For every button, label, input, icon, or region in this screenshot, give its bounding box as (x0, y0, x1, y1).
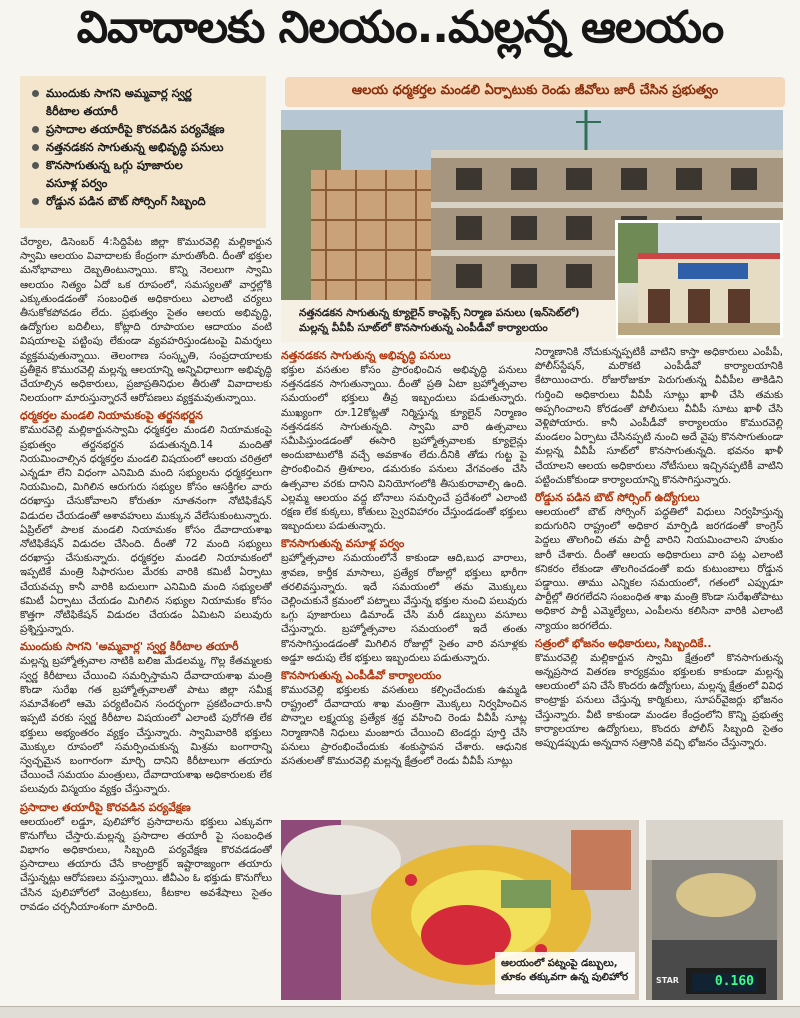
inset-mpdo-office-photo (615, 220, 783, 338)
paragraph: కొమురవెల్లి మల్లికార్జునస్వామి ధర్మకర్తల మండలి నియామకంపై ప్రభుత్వం తర్జనభర్జన పడుతున్నది.14 మందితో నియమించాల్సిన ధర్మకర్తల మండలి విషయంలో ఆలయ చరిత్రలో ఎన్నడూ లేని విధంగా ఎనిమిది మంది సభ్యులను ధర్మకర్తలుగా నియమించి, మిగిలిన ఆరుగురు సభ్యుల కోసం ఆసక్తిగల వారు దరఖాస్తు చేసుకోవాలని కోరుతూ నూతనంగా నోటిఫికేషన్ విడుదల చేయడంతో ఆశావహులు ముక్కున వేలేసుకుంటున్నారు. ఏప్రిల్‌లో పాలక మండలి నియామకం కోసం దేవాదాయశాఖ నోటిఫికేషన్ విడుదల చేసింది. దీంతో 72 మంది సభ్యులు దరఖాస్తు చేసుకున్నారు. ధర్మకర్తల మండలి నియామకంలో ఇప్పటికే మంత్రి సిఫారసుల మేరకు వారికి కమిటీ ఏర్పాటు చేయవచ్చు కానీ వారికి బదులుగా ఎనిమిది మంది సభ్యులతో కమిటీ ఏర్పాటు చేయడం మిగిలిన సభ్యుల నియామకం కోసం కొత్తగా నోటిఫికేషన్ విడుదల చేయడం ఏమిటని పలువురు ప్రశ్నిస్తున్నారు. (20, 425, 272, 636)
paragraph: మల్లన్న బ్రహ్మోత్సవాల నాటికి బలిజ మేడలమ్మ, గొల్ల కేతమ్మలకు స్వర్ణ కిరీటాలు చేయించి సమర్పిస్తామని దేవాదాయశాఖ మంత్రి కొండా సురేఖ గత బ్రహ్మోత్సవాలతో పాటు జిల్లా సమీక్ష సమావేశంలో ఆమె పర్యటించిన సందర్భంగా ప్రకటించారు.కానీ ఇప్పటి వరకు స్వర్ణ కిరీటాల విషయంలో ఎలాంటి పురోగతి లేక భక్తులు అభ్యంతరం వ్యక్తం చేస్తున్నారు. స్వామివారికి భక్తులు మొక్కుల రూపంలో సమర్పించుకున్న మిశ్రమ బంగారాన్ని స్వచ్ఛమైన బంగారంగా మార్చి దానిని కిరీటాలుగా తయారు చేయించే సమయం మంత్రులు, దేవాదాయశాఖ అధికారులకు లేక పలువురు విస్మయం వ్యక్తం చేస్తున్నారు. (20, 656, 272, 796)
paragraph: ఆలయంలో లడ్డూ, పులిహోర ప్రసాదాలను భక్తులు ఎక్కువగా కొనుగోలు చేస్తారు.మల్లన్న ప్రసాదాల తయారీ పై సంబంధిత విభాగం అధికారులు, సిబ్బంది పర్యవేక్షణ కొరవడడంతో ప్రసాదాలు తయారు చేసే కాంట్రాక్టర్ ఇష్టారాజ్యంగా తయారు చేస్తున్నట్లు ఆరోపణలు వస్తున్నాయి. జీవీఎం ఓ భక్తుడు కొనుగోలు చేసిన పులిహోరలో వెంట్రుకలు, కీటకాల అవశేషాలు సైతం రావడం చర్చనీయాంశంగా మారింది. (20, 816, 272, 913)
scale-brand-label: STAR (656, 976, 679, 985)
paragraph: బ్రహ్మోత్సవాల సమయంలోనే కాకుండా ఆది,బుధ వారాలు, శ్రావణ, కార్తీక మాసాలు, ప్రత్యేక రోజుల్లో భక్తులు భారీగా తరలివస్తున్నారు. ఇదే సమయంలో తమ మొక్కులు చెల్లించుకునే క్రమంలో పట్నాలు వేస్తున్న భక్తుల నుంచి పలువురు ఒగ్గు పూజారులు డిమాండ్ చేసి మరీ డబ్బులు వసూలు చేస్తున్నారు. బ్రహ్మోత్సవాల సమయంలో ఇదే తంతు కొనసాగిస్తుండడంతో మిగిలిన రోజుల్లో సైతం వారి వసూళ్లకు అడ్డూ అదుపు లేక భక్తులు ఇబ్బందులు పడుతున్నారు. (281, 553, 527, 664)
paragraph: నిర్మాణానికి నోచుకున్నప్పటికీ వాటిని కాస్తా అధికారులు ఎంపీపీ, పోలీస్‌స్టేషన్, మరొకటి ఎంపీడీవో కార్యాలయానికి కేటాయించారు. రోజురోజుకూ పెరుగుతున్న వీవీపీల తాకిడిని గుర్తించి అధికారులు వీవీపీ సూట్లు ఖాళీ చేసి తమకు అప్పగించాలని కోరడంతో పోలీసులు వీవీపీ సూటు ఖాళీ చేసి వెళ్లిపోయారు. కానీ ఎంపీడీవో కార్యాలయం కొమురవెల్లి మండలం ఏర్పాటు చేసినప్పటి నుంచి అదే వైపు కొనసాగుతుండా మల్లన్న వీవీపీ సూట్‌లో కొనసాగుతున్నది. భవనం ఖాళీ చేయాలని ఆలయ అధికారులు నోటీసులు ఇచ్చినప్పటికీ వాటిని పట్టించుకోకుండా కార్యాలయాన్ని కొనసాగిస్తున్నారు. (535, 347, 783, 486)
paragraph: చేర్యాల, డిసెంబర్ 4:సిద్దిపేట జిల్లా కొమురవెల్లి మల్లికార్జున స్వామి ఆలయం వివాదాలకు కేంద్రంగా మారుతోంది. దీంతో భక్తుల మనోభావాలు దెబ్బతింటున్నాయి. కొన్ని నెలలుగా స్వామి ఆలయం నిత్యం ఏదో ఒక రూపంలో, సమస్యలతో వార్తల్లోకి ఎక్కుతుండడంతో సంబంధిత అధికారులు ఎలాంటి చర్యలు తీసుకోకపోవడం లేదు. ప్రభుత్వం సైతం ఆలయ అభివృద్ధి, ఉద్యోగుల బదిలీలు, కోట్లాది రూపాయల ఆదాయం వంటి విషయాలపై పట్టింపు లేకుండా వ్యవహరిస్తుండటంపై విమర్శలు వ్యక్తమవుతున్నాయి. తెలంగాణ సంస్కృతి, సంప్రదాయాలకు ప్రతీకైన కొమురవెల్లి మల్లన్న ఆలయాన్ని అన్నివిధాలుగా అభివృద్ధి చేయాల్సిన అధికారులు, ప్రజాప్రతినిధుల తీరుతో వివాదాలకు నిలయంగా మారుస్తున్నారనే ఆరోపణలు వ్యక్తమవుతున్నాయి. (20, 237, 272, 405)
pooja-photo-caption: ఆలయంలో పట్నంపై డబ్బులు, తూకం తక్కువగా ఉన్న పులిహోర (495, 952, 635, 994)
subheading: కొనసాగుతున్న ఎంపీడీవో కార్యాలయం (281, 669, 442, 683)
page-bottom-strip (0, 1006, 800, 1018)
headline-banner: ఆలయ ధర్మకర్తల మండలి ఏర్పాటుకు రెండు జీవోలు జారీ చేసిన ప్రభుత్వం (285, 77, 785, 107)
highlight-item: కిరీటాల తయారీ (46, 104, 118, 118)
office-illustration (618, 223, 780, 335)
highlight-item: రోడ్డున పడిన బౌట్ సోర్సింగ్ సిబ్బంది (32, 192, 258, 210)
highlights-list (32, 84, 258, 210)
scale-photo (646, 820, 783, 1000)
highlights-box (20, 76, 266, 228)
page-headline: వివాదాలకు నిలయం..మల్లన్న ఆలయం (76, 2, 724, 53)
article-column-2 (281, 346, 527, 816)
subheading: నత్తనడకన సాగుతున్న అభివృద్ధి పనులు (281, 349, 451, 362)
paragraph: ఆలయంలో బౌట్ సోర్సింగ్ పద్ధతిలో విధులు నిర్వహిస్తున్న ఐదుగురిని రాష్ట్రంలో అధికార మార్పిడి జరగడంతో కాంగ్రెస్ పెద్దలు తొలగించి తమ పార్టీ వారిని నియమించాలని హుకుం జారీ చేశారు. దీంతో ఆలయ అధికారులు వారి పట్ల ఎలాంటి కనికరం లేకుండా తొలగించడంతో ఐదు కుటుంబాలు రోడ్డున పడ్డాయి. తాము ఎన్నికల సమయంలో, గతంలో ఎప్పుడూ పార్టీల్లో తిరగలేదని సంబంధిత శాఖ మంత్రి కొండా సురేఖతోపాటు అధికార పార్టీ ఎమ్మెల్యేలు, ఎంపీలను కలిసినా వారికి ఎలాంటి న్యాయం జరగలేదు. (535, 507, 783, 632)
paragraph: కొమురవెల్లి మల్లికార్జున స్వామి క్షేత్రంలో కొనసాగుతున్న అన్నప్రసాద వితరణ కార్యక్రమం భక్తులకు కాకుండా మల్లన్న ఆలయంలో పని చేసే కొందరు ఉద్యోగులు, మల్లన్న క్షేత్రంలో వివిధ కాంట్రాక్టు పనులు చేస్తున్న కార్మికులు, సూపర్‌వైజర్లు భోజనం చేస్తున్నారు. వీటి కాకుండా మండల కేంద్రంలోని కొన్ని ప్రభుత్వ కార్యాలయాల ఉద్యోగులు, కొందరు పోలీస్ సిబ్బంది సైతం అప్పుడప్పుడు అన్నదాన సత్రానికి వచ్చి భోజనం చేస్తున్నారు. (535, 652, 783, 750)
subheading: కొనసాగుతున్న వసూళ్ల పర్వం (281, 537, 405, 551)
paragraph: భక్తుల వసతుల కోసం ప్రారంభించిన అభివృద్ధి పనులు నత్తనడకన సాగుతున్నాయి. దీంతో ప్రతి ఏటా బ్రహ్మోత్సవాల సమయంలో భక్తులు తీవ్ర ఇబ్బందులు పడుతున్నారు. ముఖ్యంగా రూ.12కోట్లతో నిర్మిస్తున్న క్యూలైన్ నిర్మాణం నత్తనడకన సాగుతున్నది. స్వామి వారి ఉత్సవాలు సమీపిస్తుండడంతో ఈసారి బ్రహ్మోత్సవాలకు క్యూలైన్లు అందుబాటులోకి వచ్చే అవకాశం లేదు.దీనికి తోడు గుట్ట పై ప్రారంభించిన త్రిశూలం, డమరుకం పనులు వేగవంతం చేసి ఉత్సవాల వరకు దానిని వినియోగంలోకి తీసుకురావాల్సి ఉంది. ఎల్లమ్మ ఆలయం వద్ద బోనాలు సమర్పించే ప్రదేశంలో ఎలాంటి రక్షణ లేక కుక్కలు, కోతులు స్వైరవిహారం చేస్తుండడంతో భక్తులు ఇబ్బందులు పడుతున్నారు. (281, 365, 527, 533)
article-column-3 (535, 346, 783, 816)
highlight-item: వసూళ్ల పర్వం (46, 176, 108, 190)
subheading: సత్రంలో భోజనం అధికారులు, సిబ్బందికే.. (535, 636, 712, 650)
subheading: ప్రసాదాల తయారీపై కొరవడిన పర్యవేక్షణ (20, 800, 191, 814)
paragraph: కొమురవెల్లి భక్తులకు వసతులు కల్పించేందుకు ఉమ్మడి రాష్ట్రంలో దేవాదాయ శాఖ మంత్రిగా మొక్కలు నిర్వహించిన పొన్నాల లక్ష్మయ్య ప్రత్యేక శ్రద్ధ వహించి రెండు వీవీపీ సూట్ల నిర్మాణానికి నిధులు మంజూరు చేయించి టెండర్లు పూర్తి చేసి పనులు ప్రారంభించేందుకు శంకుస్థాపన చేశారు. ఆధునిక వసతులతో కొమురవెల్లి మల్లన్న క్షేత్రంలో రెండు వీవీపీ సూట్లు (281, 685, 527, 768)
subheading: ముందుకు సాగని 'అమ్మవార్ల' స్వర్ణ కిరీటాల తయారీ (20, 640, 239, 654)
building-photo-caption: నత్తనడకన సాగుతున్న క్యూలైన్ కాంప్లెక్స్ నిర్మాణ పనులు (ఇన్‌సెట్‌లో) మల్లన్న వీవీపీ సూట్‌లో కొనసాగుతున్న ఎంపీడీవో కార్యాలయం (281, 300, 616, 342)
subheading: ధర్మకర్తల మండలి నియామకంపై తర్జనభర్జన (20, 409, 203, 423)
highlight-item: ప్రసాదాల తయారీపై కొరవడిన పర్యవేక్షణ (32, 120, 258, 138)
article-column-1 (20, 236, 272, 1006)
highlight-item: ముందుకు సాగని అమ్మవార్ల స్వర్ణ (32, 84, 258, 102)
scale-display: 0.160 (692, 973, 758, 991)
highlight-item: నత్తనడకన సాగుతున్న అభివృద్ధి పనులు (32, 138, 258, 156)
subheading: రోడ్డున పడిన బౌట్ సోర్సింగ్ ఉద్యోగులు (535, 491, 700, 505)
highlight-item: కొనసాగుతున్న ఒగ్గు పూజారుల (32, 156, 258, 174)
